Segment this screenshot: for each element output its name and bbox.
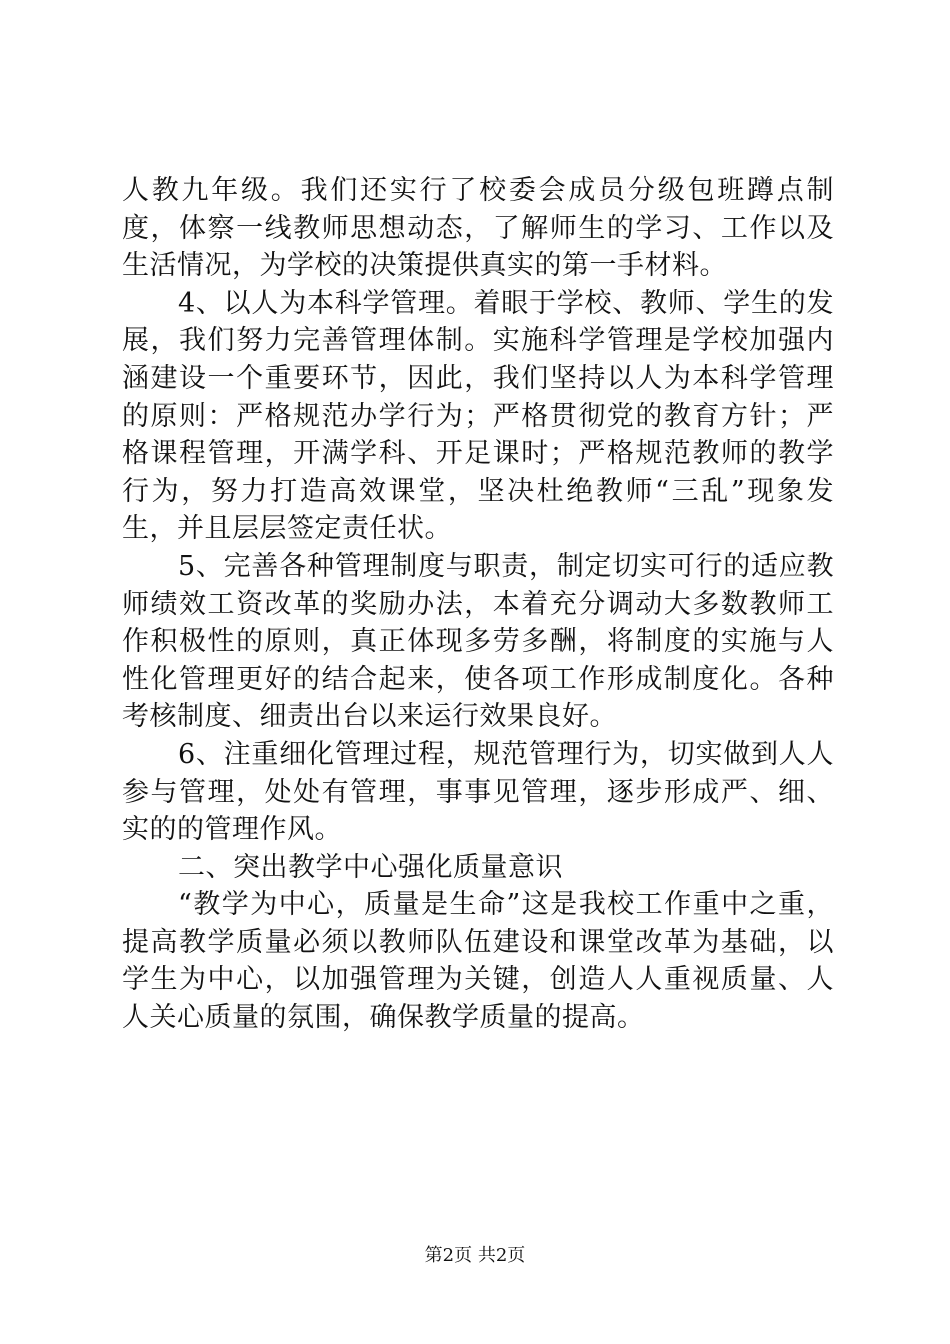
paragraph-teaching-quality: “教学为中心，质量是生命”这是我校工作重中之重，提高教学质量必须以教师队伍建设和课堂改革为基础，以学生为中心，以加强管理为关键，创造人人重视质量、人人关心质量的氛围，确保教学质量的提高。 — [122, 889, 834, 1034]
paragraph-continuation: 人教九年级。我们还实行了校委会成员分级包班蹲点制度，体察一线教师思想动态，了解师生的学习、工作以及生活情况，为学校的决策提供真实的第一手材料。 — [122, 175, 834, 282]
section-heading: 二、突出教学中心强化质量意识 — [178, 851, 563, 883]
paragraph-item-4: 4、以人为本科学管理。着眼于学校、教师、学生的发展，我们努力完善管理体制。实施科学管理是学校加强内涵建设一个重要环节，因此，我们坚持以人为本科学管理的原则：严格规范办学行为；严格贯彻党的教育方针；严格课程管理，开满学科、开足课时；严格规范教师的教学行为，努力打造高效课堂，坚决杜绝教师“三乱”现象发生，并且层层签定责任状。 — [122, 287, 834, 545]
page-number-footer: 第2页 共2页 — [424, 1245, 526, 1266]
paragraph-item-6: 6、注重细化管理过程，规范管理行为，切实做到人人参与管理，处处有管理，事事见管理，逐步形成严、细、实的的管理作风。 — [122, 738, 834, 846]
document-body — [122, 172, 834, 1037]
paragraph-item-5: 5、完善各种管理制度与职责，制定切实可行的适应教师绩效工资改革的奖励办法，本着充分调动大多数教师工作积极性的原则，真正体现多劳多酬，将制度的实施与人性化管理更好的结合起来，使各项工作形成制度化。各种考核制度、细责出台以来运行效果良好。 — [122, 550, 834, 733]
